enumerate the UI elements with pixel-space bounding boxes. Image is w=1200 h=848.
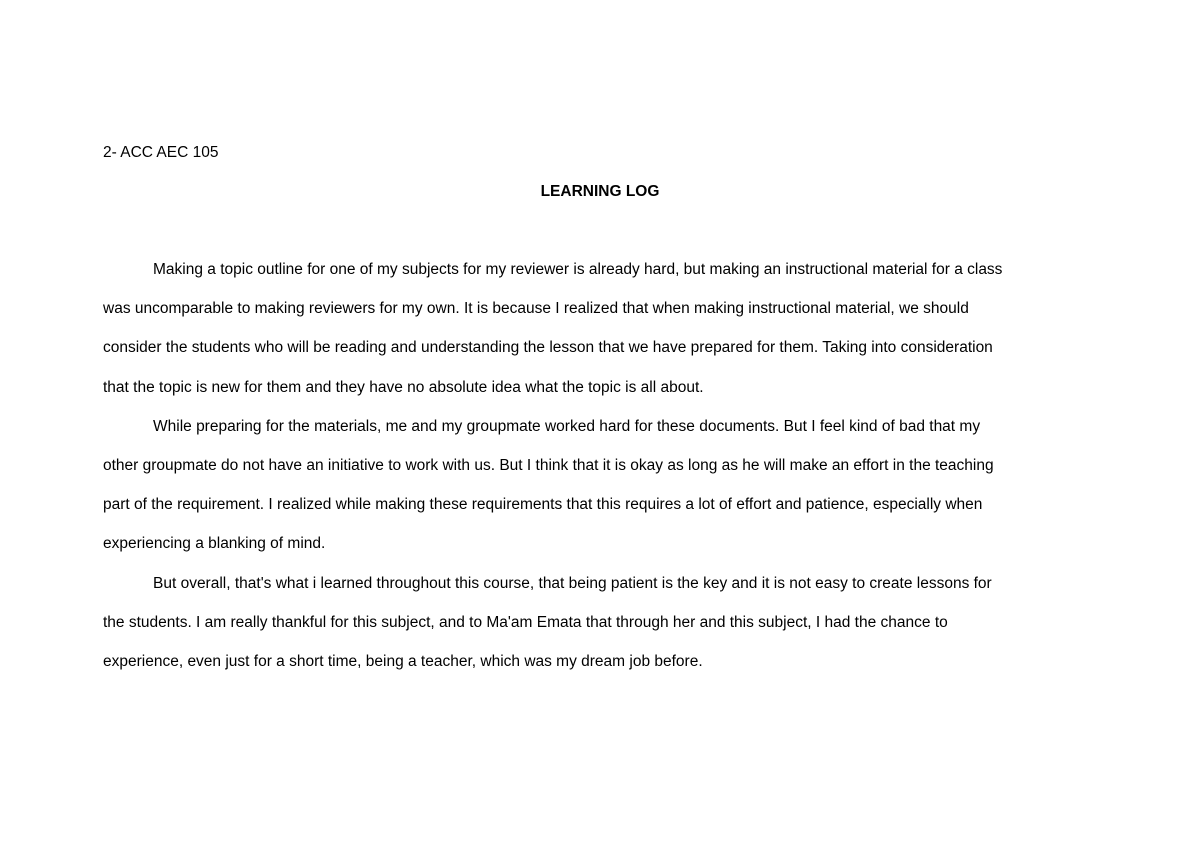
paragraph-line: was uncomparable to making reviewers for my own. It is because I realized that when making instructional material, we should — [103, 300, 969, 318]
paragraph-line: But overall, that's what i learned throughout this course, that being patient is the key and it is not easy to create lessons for — [153, 574, 992, 592]
paragraph-line: other groupmate do not have an initiative to work with us. But I think that it is okay as long as he will make an effort in the teaching — [103, 456, 994, 474]
course-code: 2- ACC AEC 105 — [103, 144, 219, 161]
document-title: LEARNING LOG — [540, 183, 660, 200]
paragraph-line: experiencing a blanking of mind. — [103, 535, 326, 553]
paragraph-line: While preparing for the materials, me and my groupmate worked hard for these documents. But I feel kind of bad that my — [153, 417, 981, 435]
paragraph-line: that the topic is new for them and they have no absolute idea what the topic is all about. — [103, 378, 704, 396]
paragraph-1 — [103, 260, 1103, 417]
document-body — [103, 260, 1103, 691]
paragraph-3 — [103, 574, 1103, 692]
paragraph-line: the students. I am really thankful for this subject, and to Ma'am Emata that through her and this subject, I had the chance to — [103, 613, 948, 631]
paragraph-line: part of the requirement. I realized while making these requirements that this requires a lot of effort and patience, especially when — [103, 496, 983, 514]
paragraph-line: Making a topic outline for one of my subjects for my reviewer is already hard, but making an instructional material for a class — [153, 261, 1003, 278]
paragraph-line: consider the students who will be reading and understanding the lesson that we have prepared for them. Taking into consideration — [103, 339, 993, 357]
paragraph-line: experience, even just for a short time, being a teacher, which was my dream job before. — [103, 652, 703, 670]
paragraph-2 — [103, 417, 1103, 574]
